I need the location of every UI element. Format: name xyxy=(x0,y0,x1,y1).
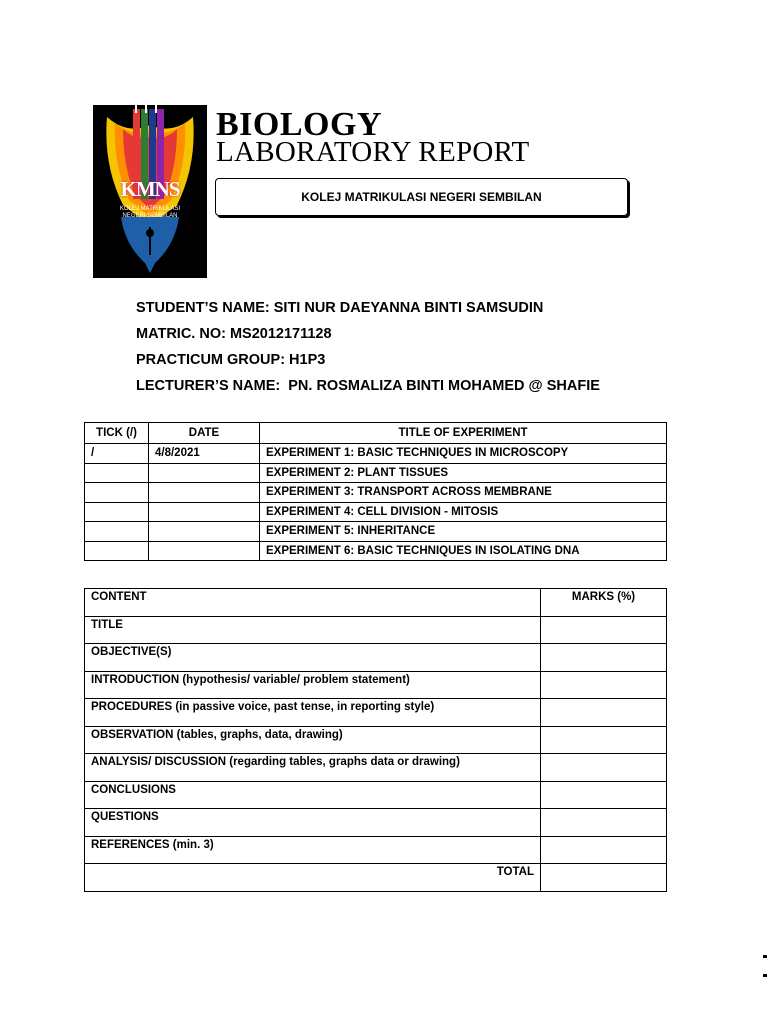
table-row xyxy=(85,836,667,864)
college-logo xyxy=(93,105,207,278)
content-cell: TITLE xyxy=(85,616,541,644)
marks-cell xyxy=(541,699,667,727)
content-cell: REFERENCES (min. 3) xyxy=(85,836,541,864)
marks-cell xyxy=(541,754,667,782)
marks-cell xyxy=(541,671,667,699)
page-edge-mark xyxy=(763,955,767,958)
marks-table xyxy=(84,588,667,892)
table-row xyxy=(85,781,667,809)
marks-cell xyxy=(541,781,667,809)
college-name-box xyxy=(215,178,628,216)
total-row xyxy=(85,864,667,892)
experiment-title-cell: EXPERIMENT 3: TRANSPORT ACROSS MEMBRANE xyxy=(260,483,667,503)
logo-abbreviation: KMNS xyxy=(120,177,180,201)
table-row xyxy=(85,483,667,503)
content-cell: OBSERVATION (tables, graphs, data, drawing) xyxy=(85,726,541,754)
table-row xyxy=(85,754,667,782)
total-marks-cell xyxy=(541,864,667,892)
logo-subtitle: NEGERI SEMBILAN xyxy=(122,213,178,219)
page-edge-mark xyxy=(763,974,767,977)
date-cell xyxy=(149,541,260,561)
column-header-title: TITLE OF EXPERIMENT xyxy=(260,423,667,444)
lecturer-name: LECTURER’S NAME: PN. ROSMALIZA BINTI MOHAMED @ SHAFIE xyxy=(136,378,600,394)
tick-cell xyxy=(85,463,149,483)
content-cell: ANALYSIS/ DISCUSSION (regarding tables, graphs data or drawing) xyxy=(85,754,541,782)
column-header-marks: MARKS (%) xyxy=(541,589,667,617)
total-label: TOTAL xyxy=(85,864,541,892)
report-subtitle: LABORATORY REPORT xyxy=(216,136,530,168)
content-cell: INTRODUCTION (hypothesis/ variable/ problem statement) xyxy=(85,671,541,699)
tick-cell xyxy=(85,502,149,522)
table-row xyxy=(85,726,667,754)
student-name: STUDENT’S NAME: SITI NUR DAEYANNA BINTI SAMSUDIN xyxy=(136,300,544,316)
experiment-title-cell: EXPERIMENT 5: INHERITANCE xyxy=(260,522,667,542)
table-row xyxy=(85,644,667,672)
tick-cell: / xyxy=(85,444,149,464)
experiment-table xyxy=(84,422,667,561)
table-row xyxy=(85,502,667,522)
matric-number: MATRIC. NO: MS2012171128 xyxy=(136,326,332,342)
experiment-title-cell: EXPERIMENT 1: BASIC TECHNIQUES IN MICROSCOPY xyxy=(260,444,667,464)
column-header-content: CONTENT xyxy=(85,589,541,617)
marks-cell xyxy=(541,616,667,644)
table-row xyxy=(85,809,667,837)
table-row xyxy=(85,671,667,699)
table-header-row xyxy=(85,423,667,444)
tick-cell xyxy=(85,541,149,561)
table-row xyxy=(85,463,667,483)
content-cell: QUESTIONS xyxy=(85,809,541,837)
logo-subtitle: KOLEJ MATRIKULASI xyxy=(119,206,181,212)
date-cell: 4/8/2021 xyxy=(149,444,260,464)
column-header-date: DATE xyxy=(149,423,260,444)
date-cell xyxy=(149,483,260,503)
practicum-group: PRACTICUM GROUP: H1P3 xyxy=(136,352,326,368)
tick-cell xyxy=(85,483,149,503)
marks-cell xyxy=(541,726,667,754)
date-cell xyxy=(149,463,260,483)
table-row xyxy=(85,522,667,542)
table-row xyxy=(85,699,667,727)
date-cell xyxy=(149,522,260,542)
marks-cell xyxy=(541,809,667,837)
college-name: KOLEJ MATRIKULASI NEGERI SEMBILAN xyxy=(301,190,542,204)
table-header-row xyxy=(85,589,667,617)
table-row xyxy=(85,444,667,464)
date-cell xyxy=(149,502,260,522)
marks-cell xyxy=(541,836,667,864)
experiment-title-cell: EXPERIMENT 6: BASIC TECHNIQUES IN ISOLATING DNA xyxy=(260,541,667,561)
marks-cell xyxy=(541,644,667,672)
report-title: BIOLOGY xyxy=(216,106,382,143)
content-cell: CONCLUSIONS xyxy=(85,781,541,809)
column-header-tick: TICK (/) xyxy=(85,423,149,444)
experiment-title-cell: EXPERIMENT 4: CELL DIVISION - MITOSIS xyxy=(260,502,667,522)
experiment-title-cell: EXPERIMENT 2: PLANT TISSUES xyxy=(260,463,667,483)
table-row xyxy=(85,541,667,561)
content-cell: PROCEDURES (in passive voice, past tense, in reporting style) xyxy=(85,699,541,727)
table-row xyxy=(85,616,667,644)
content-cell: OBJECTIVE(S) xyxy=(85,644,541,672)
tick-cell xyxy=(85,522,149,542)
